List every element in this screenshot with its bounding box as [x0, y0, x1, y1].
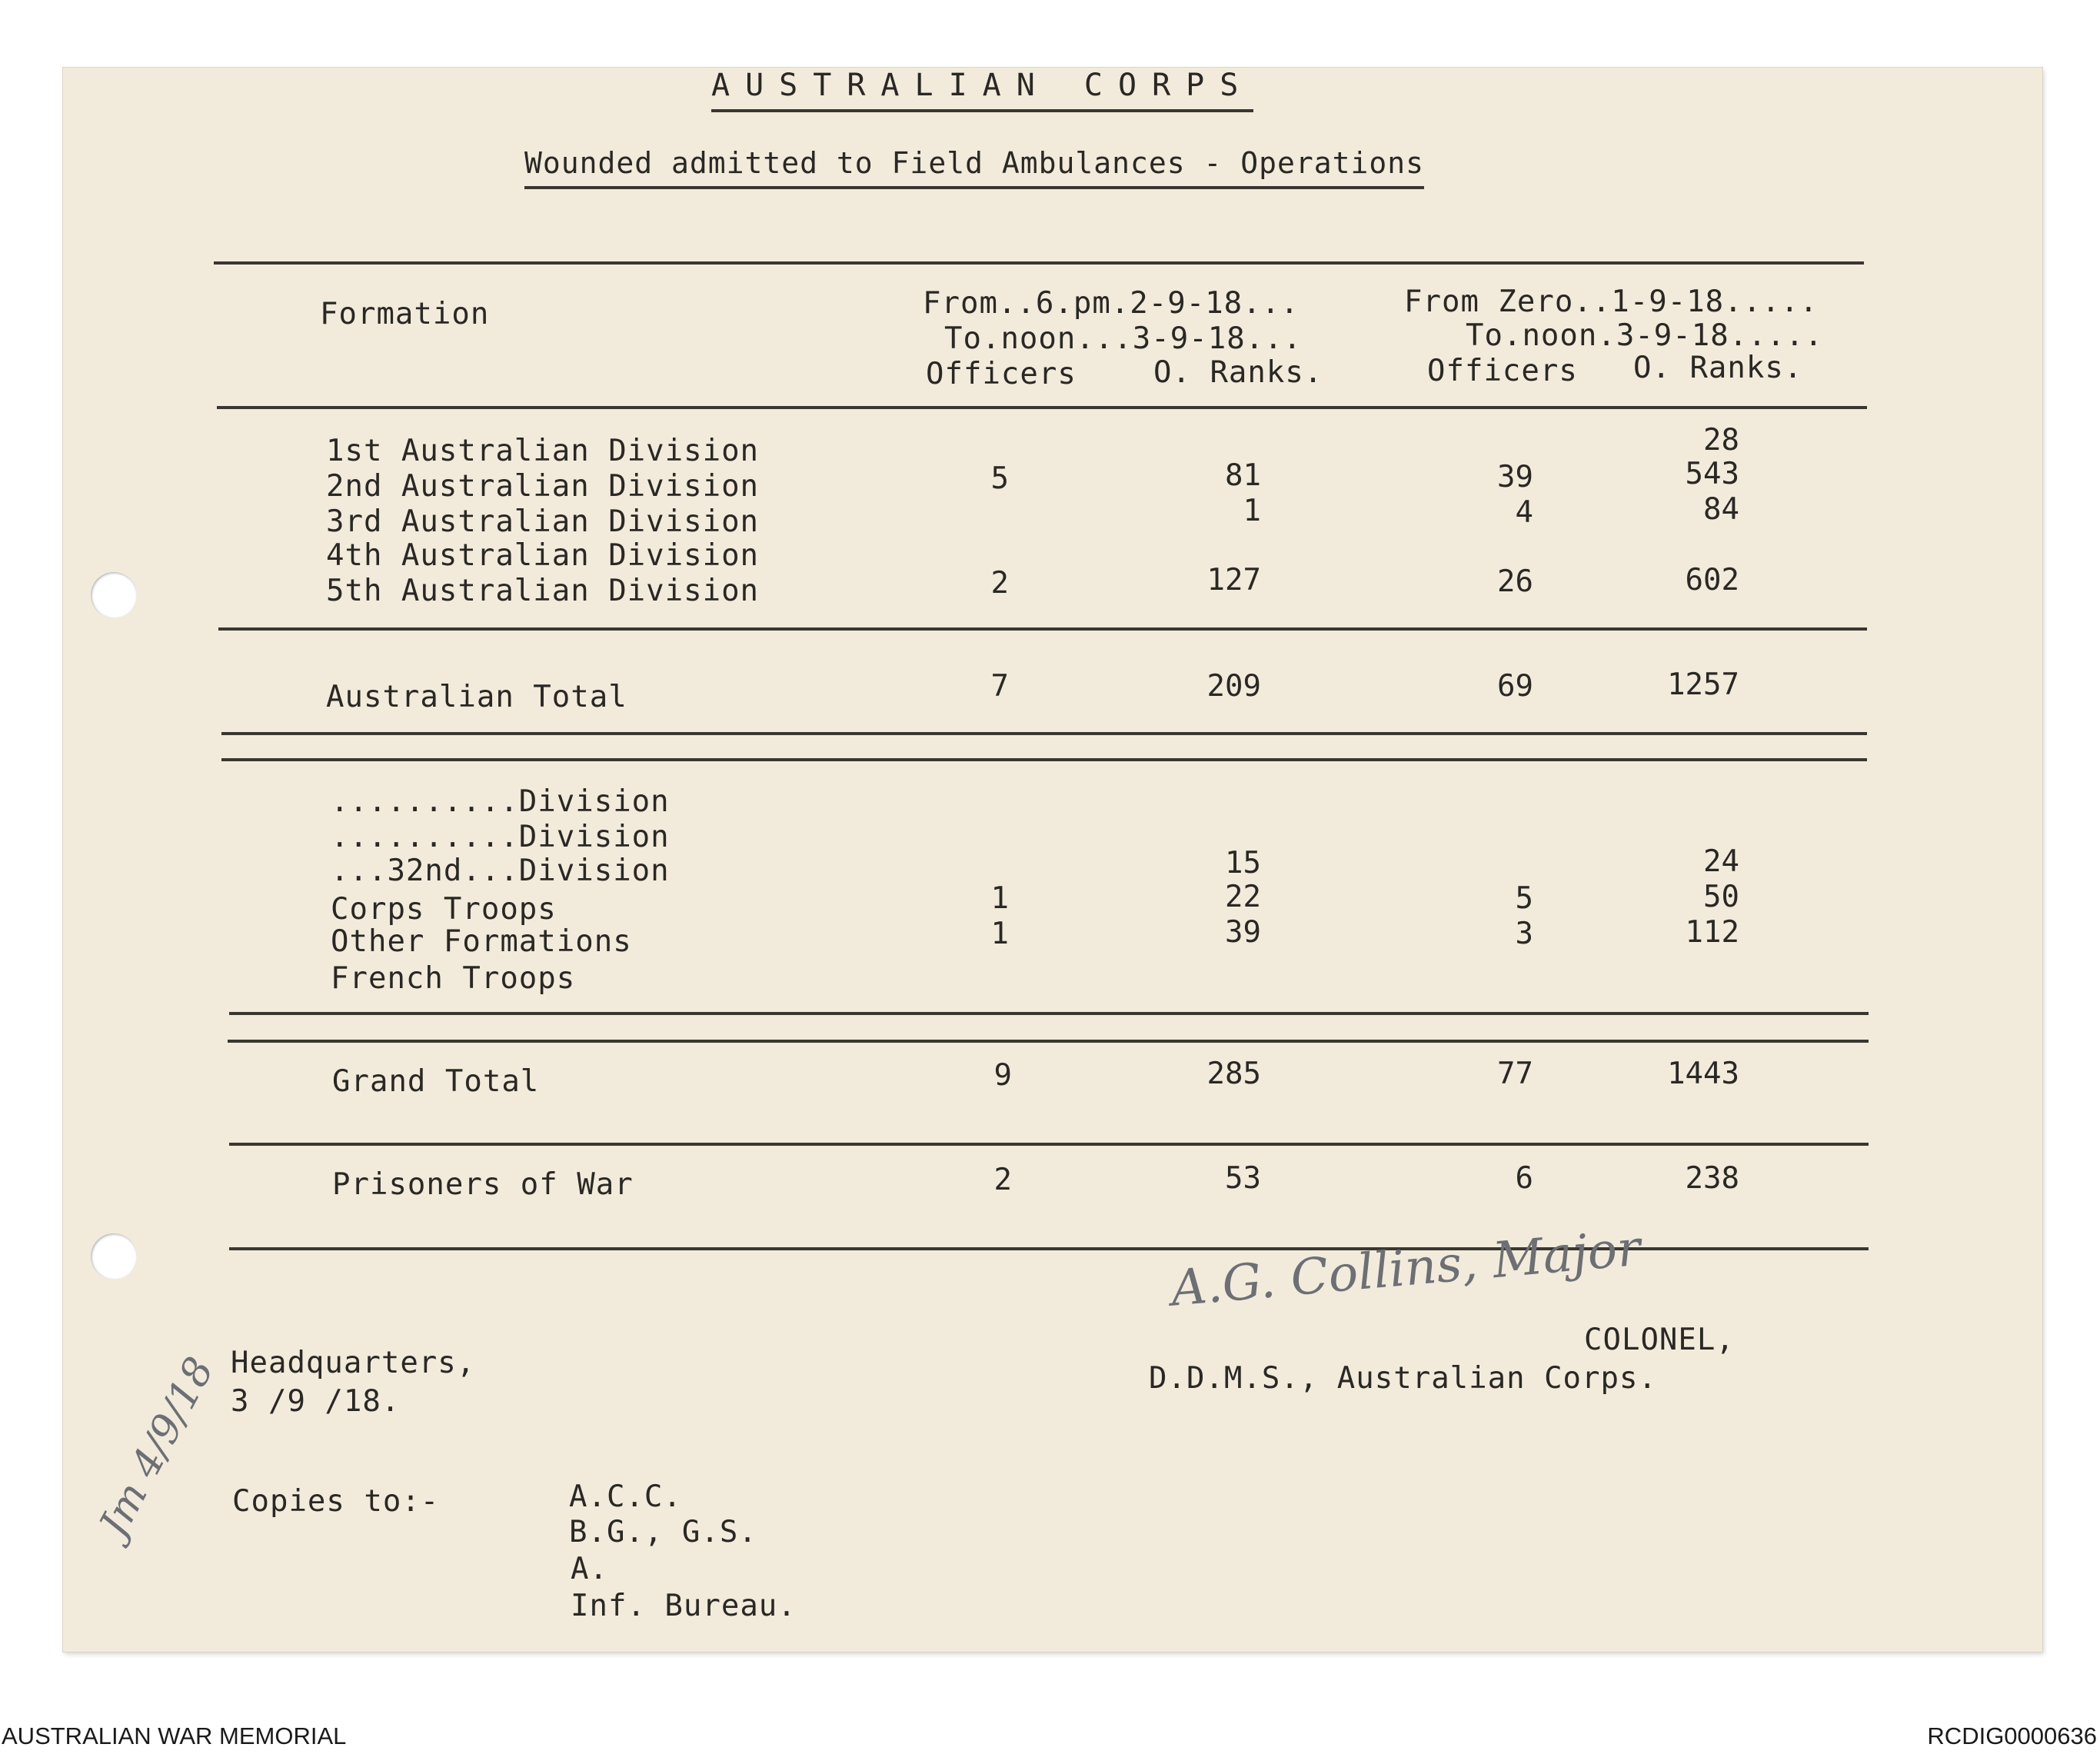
grand-total-p1-officers: 9 — [993, 1058, 1012, 1093]
document-subtitle: Wounded admitted to Field Ambulances - Operations — [524, 146, 1424, 189]
division-p2-officers: 39 — [1497, 460, 1533, 494]
division-p2-officers: 4 — [1515, 495, 1533, 530]
grand-total-label: Grand Total — [332, 1064, 540, 1099]
header-period2-officers: Officers — [1427, 354, 1578, 388]
prisoners-p1-officers: 2 — [993, 1163, 1012, 1197]
date: 3 /9 /18. — [231, 1384, 401, 1419]
footer-left: AUSTRALIAN WAR MEMORIAL — [2, 1722, 347, 1749]
rule-others-a — [229, 1012, 1869, 1015]
rule-total-a — [221, 732, 1867, 735]
australian-total-p2-oranks: 1257 — [1667, 667, 1739, 702]
header-period1-oranks: O. Ranks. — [1153, 355, 1323, 390]
division-name: 5th Australian Division — [326, 574, 760, 608]
formation-name: Corps Troops — [331, 892, 557, 927]
formation-name: ...32nd...Division — [331, 854, 670, 888]
australian-total-p2-officers: 69 — [1497, 669, 1533, 704]
formation-p2-oranks: 24 — [1703, 844, 1739, 879]
handwritten-signature: A.G. Collins, Major — [1169, 1220, 1643, 1318]
rule-others-b — [228, 1040, 1869, 1043]
copy-recipient: A. — [571, 1552, 608, 1586]
footer-right: RCDIG0000636 — [1927, 1722, 2097, 1749]
signature-rank: COLONEL, — [1584, 1323, 1735, 1357]
copy-recipient: A.C.C. — [569, 1479, 682, 1514]
australian-total-p1-oranks: 209 — [1206, 669, 1261, 704]
rule-total-b — [221, 758, 1867, 761]
formation-p2-oranks: 50 — [1703, 880, 1739, 914]
division-p1-oranks: 127 — [1206, 563, 1261, 597]
division-p2-oranks: 28 — [1703, 423, 1739, 458]
division-name: 4th Australian Division — [326, 538, 760, 573]
header-period1-to: To.noon...3-9-18... — [944, 321, 1303, 356]
header-period2-oranks: O. Ranks. — [1633, 351, 1803, 385]
grand-total-p2-oranks: 1443 — [1667, 1057, 1739, 1091]
copy-recipient: Inf. Bureau. — [571, 1589, 797, 1623]
header-period1-officers: Officers — [926, 357, 1077, 391]
division-p1-officers: 2 — [990, 566, 1009, 601]
division-name: 1st Australian Division — [326, 434, 760, 468]
formation-p1-oranks: 39 — [1225, 915, 1261, 950]
document-title: AUSTRALIAN CORPS — [711, 68, 1253, 112]
division-name: 3rd Australian Division — [326, 504, 760, 539]
header-period2-from: From Zero..1-9-18..... — [1404, 285, 1819, 319]
copy-recipient: B.G., G.S. — [569, 1515, 757, 1549]
prisoners-label: Prisoners of War — [332, 1167, 634, 1202]
division-p1-officers: 5 — [990, 461, 1009, 496]
punch-hole-bottom — [91, 1233, 137, 1280]
formation-name: French Troops — [331, 961, 576, 996]
formation-name: ..........Division — [331, 820, 670, 854]
formation-p1-oranks: 15 — [1225, 846, 1261, 880]
header-formation: Formation — [320, 297, 490, 331]
rule-top — [214, 261, 1864, 265]
place: Headquarters, — [231, 1346, 476, 1380]
rule-grand-total-bottom — [229, 1143, 1869, 1146]
formation-name: ..........Division — [331, 784, 670, 819]
signature-position: D.D.M.S., Australian Corps. — [1149, 1361, 1657, 1396]
formation-p1-officers: 1 — [990, 881, 1009, 916]
margin-note: Jm 4/9/18 — [91, 1350, 224, 1545]
prisoners-p1-oranks: 53 — [1225, 1161, 1261, 1196]
division-p2-oranks: 602 — [1685, 563, 1739, 597]
division-p1-oranks: 81 — [1225, 458, 1261, 493]
formation-p2-oranks: 112 — [1685, 915, 1739, 950]
division-p2-oranks: 543 — [1685, 457, 1739, 491]
division-name: 2nd Australian Division — [326, 469, 760, 504]
grand-total-p2-officers: 77 — [1497, 1057, 1533, 1091]
header-period2-to: To.noon.3-9-18..... — [1466, 318, 1824, 353]
punch-hole-top — [91, 572, 137, 618]
header-period1-from: From..6.pm.2-9-18... — [923, 286, 1300, 321]
australian-total-p1-officers: 7 — [990, 669, 1009, 704]
formation-p2-officers: 5 — [1515, 881, 1533, 916]
copies-label: Copies to:- — [232, 1484, 440, 1519]
grand-total-p1-oranks: 285 — [1206, 1057, 1261, 1091]
australian-total-label: Australian Total — [326, 680, 627, 714]
formation-p1-oranks: 22 — [1225, 880, 1261, 914]
division-p1-oranks: 1 — [1243, 494, 1261, 528]
rule-divisions-bottom — [218, 627, 1867, 631]
prisoners-p2-oranks: 238 — [1685, 1161, 1739, 1196]
rule-header-bottom — [217, 406, 1867, 409]
formation-p1-officers: 1 — [990, 917, 1009, 951]
division-p2-oranks: 84 — [1703, 492, 1739, 527]
prisoners-p2-officers: 6 — [1515, 1161, 1533, 1196]
formation-p2-officers: 3 — [1515, 917, 1533, 951]
formation-name: Other Formations — [331, 924, 632, 959]
division-p2-officers: 26 — [1497, 564, 1533, 599]
